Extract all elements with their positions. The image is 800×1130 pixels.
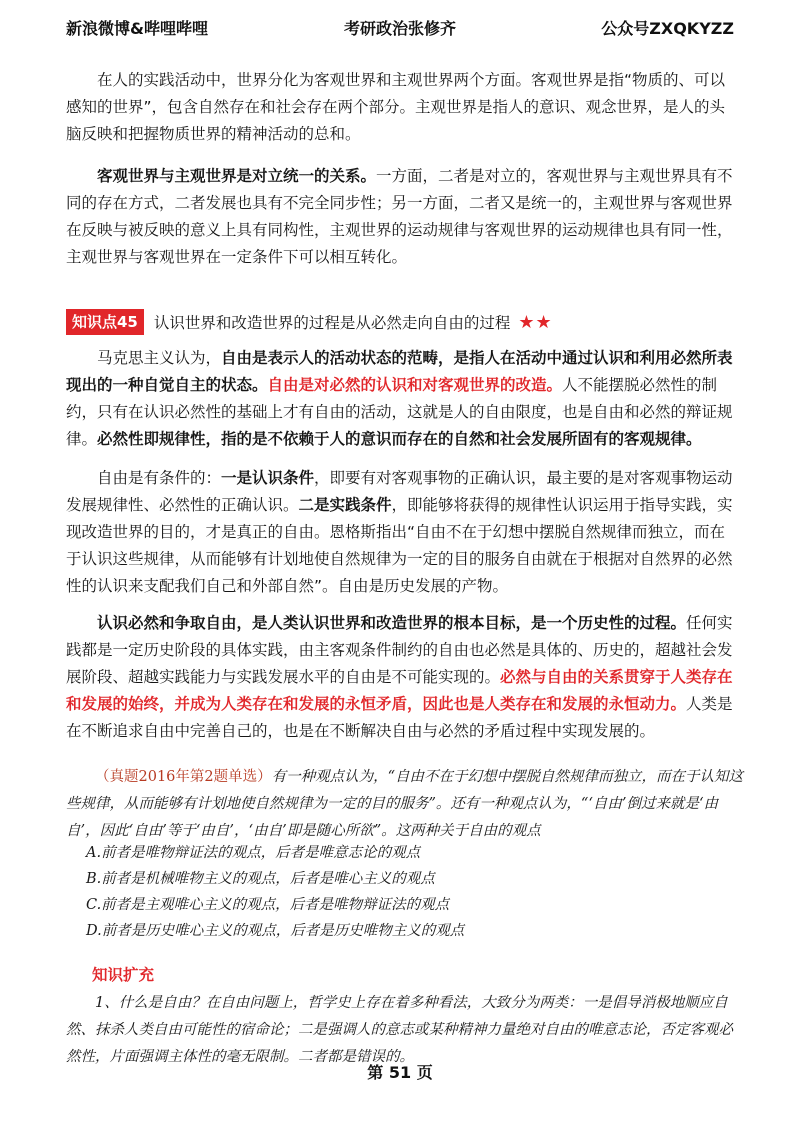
knowledge-point-badge: 知识点45 [66,309,144,335]
option-a: A.前者是唯物辩证法的观点，后者是唯意志论的观点 [86,845,421,861]
text-span: ，即要有对客观事物的正确认识，最主要的是对客观事物运动发展规律性、必然性的正确认识。 [66,469,733,514]
option-b: B.前者是机械唯物主义的观点，后者是唯心主义的观点 [86,871,435,887]
text-span: 人类是在不断追求自由中完善自己的，也是在不断解决自由与必然的矛盾过程中实现发展的。 [66,695,733,740]
text-span: ，即能够将获得的规律性认识运用于指导实践，实现改造世界的目的，才是真正的自由。恩格斯指出“自由不在于幻想中摆脱自然规律而独立，而在于认识这些规律，从而能够有计划地使自然规律为一定的目的服务自由就在于根据对自然界的必然性的认识来支配我们自己和外部自然”。自由是历史发展的产物。 [66,496,733,595]
bold-span: 指人在活动中通过认识和利用必然所表现出的一种自觉自主的状态。 [66,349,733,394]
option-c: C.前者是主观唯心主义的观点，后者是唯物辩证法的观点 [86,897,450,913]
paragraph-world-division: 在人的实践活动中，世界分化为客观世界和主观世界两个方面。客观世界是指“物质的、可以感知的世界”，包含自然存在和社会存在两个部分。主观世界是指人的意识、观念世界，是人的头脑反映和把握物质世界的精神活动的总和。 [66,71,726,143]
paragraph-freedom-conditions [66,465,736,600]
text-span: 马克思主义认为， [97,349,222,367]
question-text: 有一种观点认为，“自由不在于幻想中摆脱自然规律而独立，而在于认知这些规律，从而能够有计划地使自然规律为一定的目的服务”。还有一种观点认为，“‘自由’倒过来就是‘由自’，因此‘自由’等于‘由自’，‘由自’即是随心所欲”。这两种关于自由的观点 [66,769,744,839]
bold-span: 一是认识条件 [221,469,315,487]
page-header [66,16,734,44]
paragraph-lead-bold: 客观世界与主观世界是对立统一的关系。 [97,167,377,185]
knowledge-point-heading [66,308,553,336]
header-author: 考研政治张修齐 [343,19,457,38]
header-wechat-account: 公众号ZXQKYZZ [601,19,734,38]
bold-span: 自由是表示人的活动状态的范畴， [221,349,454,367]
option-d: D.前者是历史唯心主义的观点，后者是历史唯物主义的观点 [86,923,465,939]
header-weibo-bilibili: 新浪微博&哔哩哔哩 [66,19,208,38]
page-number: 第 51 页 [367,1063,433,1082]
bold-span: 必然性即规律性， [97,430,222,448]
red-highlight-span: 必然与自由的关系贯穿于人类存在和发展的始终，并成为人类存在和发展的永恒矛盾，因此也是人类存在和发展的永恒动力。 [66,668,733,713]
paragraph-body: 一方面，二者是对立的，客观世界与主观世界具有不同的存在方式，二者发展也具有不完全同步性；另一方面，二者又是统一的，主观世界与客观世界在反映与被反映的意义上具有同构性，主观世界的运动规律与客观世界的运动规律也具有同一性，主观世界与客观世界在一定条件下可以相互转化。 [66,167,733,266]
extension-text: 1、什么是自由？在自由问题上，哲学史上存在着多种看法，大致分为两类：一是倡导消极地顺应自然、抹杀人类自由可能性的宿命论；二是强调人的意志或某种精神力量绝对自由的唯意志论，否定客观必然性，片面强调主体性的毫无限制。二者都是错误的。 [66,995,733,1065]
bold-span: 指的是不依赖于人的意识而存在的自然和社会发展所固有的客观规律。 [221,430,702,448]
paragraph-unity-of-opposites [66,163,736,271]
bold-span: 认识必然和争取自由，是人类认识世界和改造世界的根本目标，是一个历史性的过程。 [97,614,687,632]
text-span: 人不能摆脱必然性的制约，只有在认识必然性的基础上才有自由的活动，这就是人的自由限度，也是自由和必然的辩证规律。 [66,376,733,448]
exam-question-stem [66,764,746,845]
paragraph-necessity-and-freedom [66,610,736,745]
question-source: （真题2016年第2题单选） [95,769,272,785]
importance-stars-icon: ★★ [518,311,553,333]
bold-span: 二是实践条件 [298,496,392,514]
extension-title: 知识扩充 [92,966,155,984]
bold-span: 是 [453,349,470,367]
text-span: 任何实践都是一定历史阶段的具体实践，由主客观条件制约的自由也必然是具体的、历史的，超越社会发展阶段、超越实践能力与实践发展水平的自由是不可能实现的。 [66,614,733,686]
knowledge-point-title: 认识世界和改造世界的过程是从必然走向自由的过程 [153,314,511,332]
paragraph-freedom-definition [66,345,736,453]
red-highlight-span: 自由是对必然的认识和对客观世界的改造。 [267,376,563,394]
text-span: 自由是有条件的： [97,469,222,487]
